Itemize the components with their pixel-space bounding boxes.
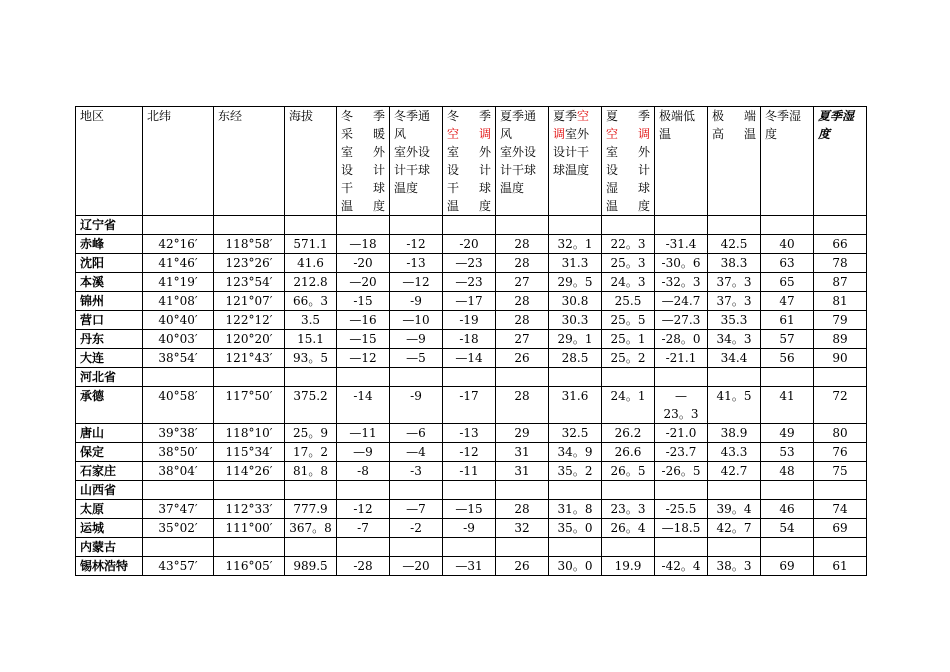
city-name: 石家庄 (76, 462, 143, 481)
cell-el: -31.4 (655, 235, 708, 254)
cell-hw: 57 (761, 330, 814, 349)
cell-wh: -15 (337, 292, 390, 311)
province-label: 河北省 (76, 368, 143, 387)
cell-lat: 41°19′ (143, 273, 214, 292)
cell-hw: 40 (761, 235, 814, 254)
cell-lon: 123°26′ (214, 254, 285, 273)
cell-wh: —20 (337, 273, 390, 292)
empty-cell (143, 216, 214, 235)
table-row (76, 424, 867, 443)
cell-sv: 28 (496, 292, 549, 311)
cell-el: -26。5 (655, 462, 708, 481)
cell-hs: 79 (814, 311, 867, 330)
cell-lat: 37°47′ (143, 500, 214, 519)
city-name: 营口 (76, 311, 143, 330)
cell-wa: -9 (443, 519, 496, 538)
cell-hs: 72 (814, 387, 867, 424)
table-body (76, 216, 867, 576)
table-row (76, 557, 867, 576)
cell-sd: 29。5 (549, 273, 602, 292)
cell-wa: —17 (443, 292, 496, 311)
cell-lat: 40°40′ (143, 311, 214, 330)
cell-sw: 26.2 (602, 424, 655, 443)
cell-eh: 38.3 (708, 254, 761, 273)
empty-cell (443, 538, 496, 557)
city-name: 唐山 (76, 424, 143, 443)
empty-cell (214, 368, 285, 387)
empty-cell (337, 538, 390, 557)
province-label: 山西省 (76, 481, 143, 500)
empty-cell (655, 481, 708, 500)
empty-cell (602, 216, 655, 235)
cell-sw: 26.6 (602, 443, 655, 462)
cell-sv: 32 (496, 519, 549, 538)
empty-cell (549, 481, 602, 500)
empty-cell (390, 538, 443, 557)
header-winter-ventilation-temp: 冬季通 风 室外设 计干球 温度 (390, 107, 443, 216)
cell-sd: 30.8 (549, 292, 602, 311)
header-summer-ventilation-temp: 夏季通 风 室外设 计干球 温度 (496, 107, 549, 216)
cell-alt: 571.1 (285, 235, 337, 254)
empty-cell (443, 216, 496, 235)
cell-sw: 25。2 (602, 349, 655, 368)
empty-cell (602, 481, 655, 500)
cell-lat: 42°16′ (143, 235, 214, 254)
cell-wh: -20 (337, 254, 390, 273)
cell-wh: —18 (337, 235, 390, 254)
cell-eh: 37。3 (708, 292, 761, 311)
cell-lon: 114°26′ (214, 462, 285, 481)
cell-wv: -9 (390, 387, 443, 424)
table-row (76, 387, 867, 424)
city-name: 赤峰 (76, 235, 143, 254)
cell-eh: 34。3 (708, 330, 761, 349)
cell-el: —24.7 (655, 292, 708, 311)
cell-lon: 118°10′ (214, 424, 285, 443)
cell-sw: 23。3 (602, 500, 655, 519)
cell-hw: 61 (761, 311, 814, 330)
empty-cell (496, 538, 549, 557)
cell-el: -30。6 (655, 254, 708, 273)
cell-lat: 40°03′ (143, 330, 214, 349)
empty-cell (549, 368, 602, 387)
cell-sd: 30.3 (549, 311, 602, 330)
empty-cell (549, 538, 602, 557)
cell-alt: 15.1 (285, 330, 337, 349)
cell-hw: 46 (761, 500, 814, 519)
empty-cell (655, 216, 708, 235)
empty-cell (496, 368, 549, 387)
cell-wh: —9 (337, 443, 390, 462)
empty-cell (337, 216, 390, 235)
cell-alt: 93。5 (285, 349, 337, 368)
cell-wa: -20 (443, 235, 496, 254)
empty-cell (549, 216, 602, 235)
empty-cell (602, 368, 655, 387)
cell-wh: -28 (337, 557, 390, 576)
empty-cell (814, 216, 867, 235)
empty-cell (761, 481, 814, 500)
cell-hw: 49 (761, 424, 814, 443)
cell-sd: 31.3 (549, 254, 602, 273)
cell-lon: 122°12′ (214, 311, 285, 330)
province-row (76, 481, 867, 500)
cell-wv: —4 (390, 443, 443, 462)
cell-eh: 43.3 (708, 443, 761, 462)
empty-cell (443, 481, 496, 500)
cell-wh: -12 (337, 500, 390, 519)
cell-wh: -7 (337, 519, 390, 538)
cell-sw: 24。1 (602, 387, 655, 424)
cell-hw: 63 (761, 254, 814, 273)
header-altitude: 海拔 (285, 107, 337, 216)
cell-wa: -17 (443, 387, 496, 424)
empty-cell (390, 216, 443, 235)
cell-alt: 777.9 (285, 500, 337, 519)
cell-lon: 117°50′ (214, 387, 285, 424)
header-extreme-low: 极端低 温 (655, 107, 708, 216)
cell-eh: 37。3 (708, 273, 761, 292)
city-name: 大连 (76, 349, 143, 368)
empty-cell (390, 368, 443, 387)
empty-cell (285, 368, 337, 387)
cell-wa: -18 (443, 330, 496, 349)
empty-cell (285, 216, 337, 235)
empty-cell (285, 538, 337, 557)
cell-hs: 61 (814, 557, 867, 576)
cell-wa: —14 (443, 349, 496, 368)
cell-lat: 43°57′ (143, 557, 214, 576)
cell-hs: 81 (814, 292, 867, 311)
cell-lon: 116°05′ (214, 557, 285, 576)
cell-wh: -8 (337, 462, 390, 481)
empty-cell (655, 538, 708, 557)
cell-sv: 28 (496, 254, 549, 273)
empty-cell (761, 368, 814, 387)
table-row (76, 254, 867, 273)
cell-sw: 26。4 (602, 519, 655, 538)
cell-wv: —6 (390, 424, 443, 443)
cell-wa: —23 (443, 254, 496, 273)
cell-sv: 27 (496, 330, 549, 349)
cell-alt: 375.2 (285, 387, 337, 424)
cell-hw: 65 (761, 273, 814, 292)
cell-sv: 28 (496, 387, 549, 424)
cell-alt: 25。9 (285, 424, 337, 443)
empty-cell (214, 216, 285, 235)
table-row (76, 273, 867, 292)
cell-eh: 41。5 (708, 387, 761, 424)
cell-wv: -13 (390, 254, 443, 273)
cell-sv: 28 (496, 235, 549, 254)
cell-hs: 75 (814, 462, 867, 481)
city-name: 沈阳 (76, 254, 143, 273)
cell-el: -23.7 (655, 443, 708, 462)
cell-el: -21.0 (655, 424, 708, 443)
table-row (76, 311, 867, 330)
cell-hs: 87 (814, 273, 867, 292)
cell-sw: 25。1 (602, 330, 655, 349)
cell-lat: 41°08′ (143, 292, 214, 311)
cell-el: -25.5 (655, 500, 708, 519)
header-winter-ac-temp: 冬 季 空调 室 外 设 计 干 球 温度 (443, 107, 496, 216)
header-longitude: 东经 (214, 107, 285, 216)
cell-el: -32。3 (655, 273, 708, 292)
cell-el: -42。4 (655, 557, 708, 576)
empty-cell (496, 481, 549, 500)
cell-el: —27.3 (655, 311, 708, 330)
cell-sd: 29。1 (549, 330, 602, 349)
empty-cell (708, 368, 761, 387)
cell-lat: 35°02′ (143, 519, 214, 538)
cell-sd: 30。0 (549, 557, 602, 576)
cell-sw: 24。3 (602, 273, 655, 292)
cell-lat: 41°46′ (143, 254, 214, 273)
cell-alt: 367。8 (285, 519, 337, 538)
table-row (76, 519, 867, 538)
cell-wh: —12 (337, 349, 390, 368)
cell-eh: 42.5 (708, 235, 761, 254)
cell-wa: -12 (443, 443, 496, 462)
cell-lon: 123°54′ (214, 273, 285, 292)
cell-eh: 42.7 (708, 462, 761, 481)
cell-lon: 121°43′ (214, 349, 285, 368)
empty-cell (708, 538, 761, 557)
empty-cell (708, 481, 761, 500)
header-extreme-high: 极 端 高温 (708, 107, 761, 216)
empty-cell (214, 538, 285, 557)
header-winter-humidity: 冬季湿 度 (761, 107, 814, 216)
cell-eh: 35.3 (708, 311, 761, 330)
city-name: 本溪 (76, 273, 143, 292)
cell-wv: —5 (390, 349, 443, 368)
cell-wv: —12 (390, 273, 443, 292)
cell-sd: 35。2 (549, 462, 602, 481)
cell-lat: 38°04′ (143, 462, 214, 481)
cell-lon: 120°20′ (214, 330, 285, 349)
cell-alt: 989.5 (285, 557, 337, 576)
cell-sw: 25。3 (602, 254, 655, 273)
cell-eh: 34.4 (708, 349, 761, 368)
header-summer-ac-wet-temp: 夏 季 空 调 室 外 设 计 湿 球 温度 (602, 107, 655, 216)
cell-sd: 31。8 (549, 500, 602, 519)
empty-cell (143, 368, 214, 387)
cell-hw: 69 (761, 557, 814, 576)
table-row (76, 235, 867, 254)
cell-sv: 31 (496, 443, 549, 462)
climate-data-table (75, 106, 867, 576)
cell-sv: 28 (496, 311, 549, 330)
cell-lat: 39°38′ (143, 424, 214, 443)
cell-hs: 74 (814, 500, 867, 519)
cell-wh: -14 (337, 387, 390, 424)
cell-lat: 38°54′ (143, 349, 214, 368)
cell-hw: 41 (761, 387, 814, 424)
cell-hs: 66 (814, 235, 867, 254)
cell-sw: 19.9 (602, 557, 655, 576)
cell-hw: 56 (761, 349, 814, 368)
header-summer-ac-dry-temp: 夏季空 调室外 设计干 球温度 (549, 107, 602, 216)
cell-wv: —20 (390, 557, 443, 576)
cell-sd: 31.6 (549, 387, 602, 424)
cell-wh: —16 (337, 311, 390, 330)
cell-alt: 3.5 (285, 311, 337, 330)
province-row (76, 368, 867, 387)
cell-wh: —11 (337, 424, 390, 443)
cell-wv: —10 (390, 311, 443, 330)
city-name: 锦州 (76, 292, 143, 311)
province-row (76, 216, 867, 235)
empty-cell (602, 538, 655, 557)
cell-sd: 32.5 (549, 424, 602, 443)
cell-hw: 48 (761, 462, 814, 481)
cell-wv: -12 (390, 235, 443, 254)
city-name: 保定 (76, 443, 143, 462)
cell-alt: 66。3 (285, 292, 337, 311)
cell-alt: 17。2 (285, 443, 337, 462)
table-row (76, 462, 867, 481)
city-name: 运城 (76, 519, 143, 538)
city-name: 承德 (76, 387, 143, 424)
cell-sv: 26 (496, 349, 549, 368)
cell-wa: —15 (443, 500, 496, 519)
cell-sd: 32。1 (549, 235, 602, 254)
empty-cell (814, 481, 867, 500)
header-summer-humidity: 夏季湿 度 (814, 107, 867, 216)
cell-hw: 53 (761, 443, 814, 462)
cell-lon: 115°34′ (214, 443, 285, 462)
cell-sd: 34。9 (549, 443, 602, 462)
cell-eh: 38。3 (708, 557, 761, 576)
table-row (76, 330, 867, 349)
cell-hs: 89 (814, 330, 867, 349)
table-row (76, 443, 867, 462)
cell-sw: 25.5 (602, 292, 655, 311)
header-row (76, 107, 867, 216)
cell-wv: —7 (390, 500, 443, 519)
cell-wa: —23 (443, 273, 496, 292)
cell-alt: 212.8 (285, 273, 337, 292)
cell-lon: 118°58′ (214, 235, 285, 254)
cell-eh: 39。4 (708, 500, 761, 519)
empty-cell (761, 538, 814, 557)
empty-cell (285, 481, 337, 500)
empty-cell (390, 481, 443, 500)
empty-cell (443, 368, 496, 387)
cell-eh: 38.9 (708, 424, 761, 443)
cell-lat: 40°58′ (143, 387, 214, 424)
cell-sd: 35。0 (549, 519, 602, 538)
cell-lat: 38°50′ (143, 443, 214, 462)
cell-sv: 29 (496, 424, 549, 443)
table-row (76, 349, 867, 368)
cell-wv: -2 (390, 519, 443, 538)
cell-hs: 90 (814, 349, 867, 368)
cell-el: -28。0 (655, 330, 708, 349)
empty-cell (337, 481, 390, 500)
table-row (76, 500, 867, 519)
cell-sv: 28 (496, 500, 549, 519)
province-label: 内蒙古 (76, 538, 143, 557)
cell-eh: 42。7 (708, 519, 761, 538)
header-region: 地区 (76, 107, 143, 216)
cell-hw: 54 (761, 519, 814, 538)
empty-cell (814, 368, 867, 387)
city-name: 太原 (76, 500, 143, 519)
cell-hw: 47 (761, 292, 814, 311)
header-latitude: 北纬 (143, 107, 214, 216)
empty-cell (143, 538, 214, 557)
cell-el: — 23。3 (655, 387, 708, 424)
empty-cell (814, 538, 867, 557)
cell-sw: 26。5 (602, 462, 655, 481)
cell-lon: 121°07′ (214, 292, 285, 311)
empty-cell (761, 216, 814, 235)
cell-wa: -13 (443, 424, 496, 443)
cell-sw: 25。5 (602, 311, 655, 330)
table-row (76, 292, 867, 311)
cell-el: -21.1 (655, 349, 708, 368)
cell-wv: -9 (390, 292, 443, 311)
cell-hs: 78 (814, 254, 867, 273)
empty-cell (655, 368, 708, 387)
cell-hs: 80 (814, 424, 867, 443)
cell-sw: 22。3 (602, 235, 655, 254)
empty-cell (496, 216, 549, 235)
empty-cell (214, 481, 285, 500)
cell-sd: 28.5 (549, 349, 602, 368)
empty-cell (143, 481, 214, 500)
cell-wv: -3 (390, 462, 443, 481)
province-row (76, 538, 867, 557)
cell-lon: 111°00′ (214, 519, 285, 538)
cell-wv: —9 (390, 330, 443, 349)
cell-hs: 69 (814, 519, 867, 538)
cell-hs: 76 (814, 443, 867, 462)
city-name: 锡林浩特 (76, 557, 143, 576)
cell-wa: —31 (443, 557, 496, 576)
cell-alt: 81。8 (285, 462, 337, 481)
cell-sv: 27 (496, 273, 549, 292)
cell-wa: -11 (443, 462, 496, 481)
city-name: 丹东 (76, 330, 143, 349)
province-label: 辽宁省 (76, 216, 143, 235)
cell-wh: —15 (337, 330, 390, 349)
cell-lon: 112°33′ (214, 500, 285, 519)
header-winter-heating-temp: 冬 季 采 暖 室 外 设 计 干 球 温度 (337, 107, 390, 216)
cell-wa: -19 (443, 311, 496, 330)
cell-el: —18.5 (655, 519, 708, 538)
empty-cell (337, 368, 390, 387)
cell-sv: 26 (496, 557, 549, 576)
cell-sv: 31 (496, 462, 549, 481)
empty-cell (708, 216, 761, 235)
cell-alt: 41.6 (285, 254, 337, 273)
